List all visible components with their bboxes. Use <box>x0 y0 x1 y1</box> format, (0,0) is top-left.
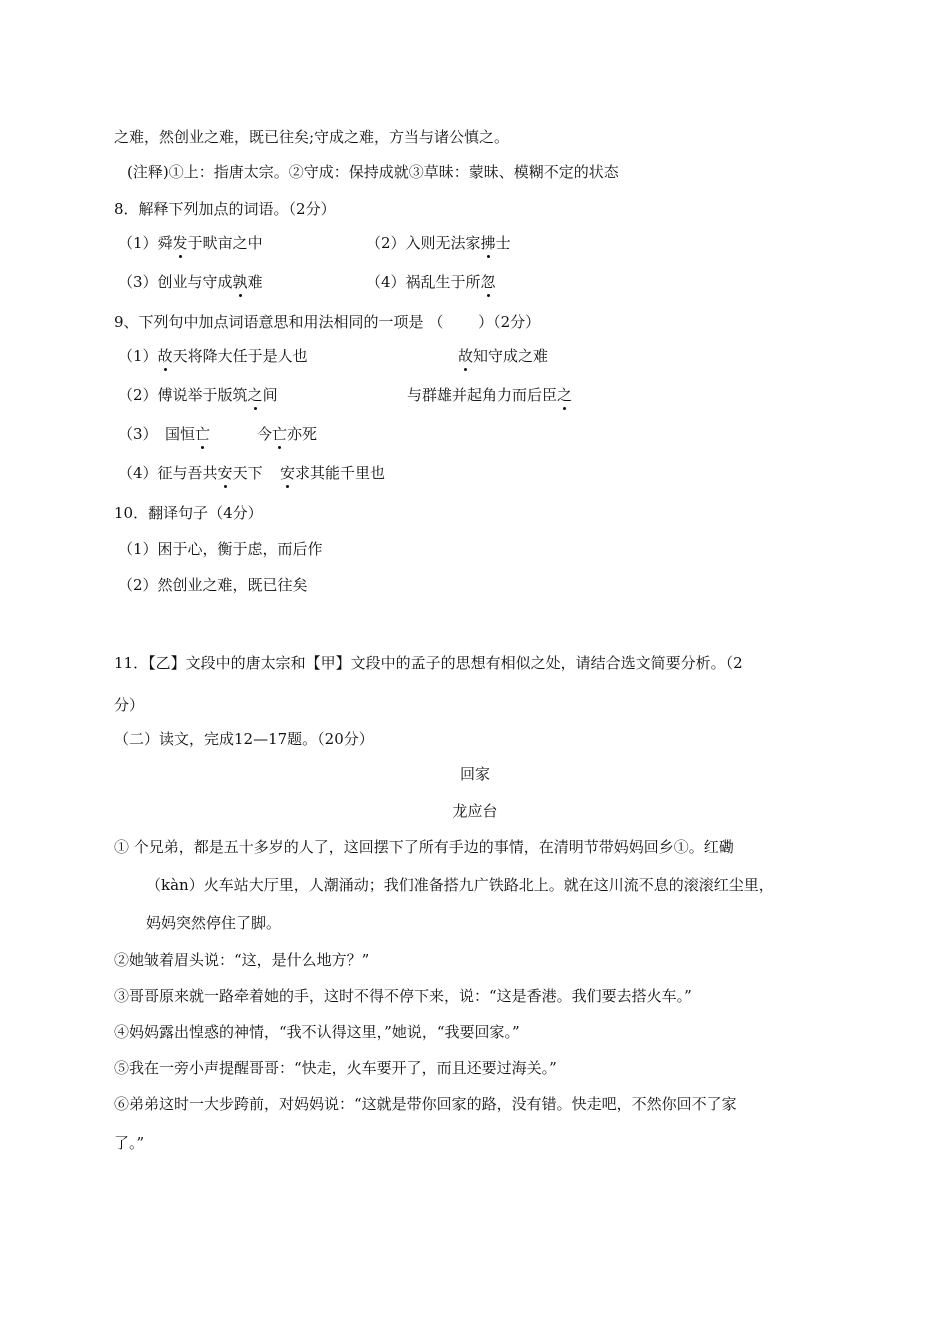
q9-item-2a: （2）傅说举于版筑之间 <box>118 386 278 404</box>
q10-item-1: （1）困于心，衡于虑，而后作 <box>118 540 323 558</box>
paragraph-5: ⑤我在一旁小声提醒哥哥：“快走，火车要开了，而且还要过海关。” <box>114 1059 557 1077</box>
q11-line-2: 分） <box>114 696 145 714</box>
emphasis-dot-char: 忽 <box>480 273 496 291</box>
paragraph-4: ④妈妈露出惶惑的神情，“我不认得这里，”她说，“我要回家。” <box>114 1023 520 1041</box>
emphasis-dot-char: 故 <box>458 347 474 365</box>
q11-line-1: 11．【乙】文段中的唐太宗和【甲】文段中的孟子的思想有相似之处，请结合选文简要分析。（2 <box>114 654 743 672</box>
passage-line: 之难，然创业之难，既已往矣;守成之难，方当与诸公慎之。 <box>114 128 510 146</box>
q9-item-3b: 今亡亦死 <box>257 425 318 443</box>
q9-item-3a: （3） 国恒亡 <box>118 425 211 443</box>
q9-item-1a: （1）故天将降大任于是人也 <box>118 347 308 365</box>
emphasis-dot-char: 亡 <box>195 425 211 443</box>
paragraph-1-line-3: 妈妈突然停住了脚。 <box>146 914 282 932</box>
q9-item-2b: 与群雄并起角力而后臣之 <box>407 386 573 404</box>
q10-item-2: （2）然创业之难，既已往矣 <box>118 576 308 594</box>
q10-title: 10．翻译句子（4分） <box>114 504 263 522</box>
paragraph-6-line-2: 了。” <box>114 1134 145 1152</box>
paragraph-3: ③哥哥原来就一路牵着她的手，这时不得不停下来，说：“这是香港。我们要去搭火车。” <box>114 987 692 1005</box>
paragraph-6-line-1: ⑥弟弟这时一大步跨前，对妈妈说：“这就是带你回家的路，没有错。快走吧，不然你回不了家 <box>114 1095 737 1113</box>
annotation-note: (注释)①上：指唐太宗。②守成：保持成就③草昧：蒙昧、模糊不定的状态 <box>127 163 619 181</box>
emphasis-dot-char: 孰 <box>232 273 248 291</box>
section-heading: （二）读文，完成12—17题。（20分） <box>114 730 374 748</box>
q9-title: 9、下列句中加点词语意思和用法相同的一项是 （ ）（2分） <box>114 313 541 331</box>
emphasis-dot-char: 安 <box>280 464 296 482</box>
emphasis-dot-char: 发 <box>172 234 188 252</box>
emphasis-dot-char: 拂 <box>480 234 496 252</box>
article-author: 龙应台 <box>452 802 498 820</box>
q8-item-3: （3）创业与守成孰难 <box>118 273 263 291</box>
q9-item-1b: 故知守成之难 <box>458 347 549 365</box>
q9-item-4a: （4）征与吾共安天下 <box>118 464 263 482</box>
q8-title: 8．解释下列加点的词语。（2分） <box>114 200 336 218</box>
emphasis-dot-char: 故 <box>157 347 173 365</box>
paragraph-1-line-1: ① 个兄弟，都是五十多岁的人了，这回摆下了所有手边的事情，在清明节带妈妈回乡①。红磡 <box>114 838 734 856</box>
emphasis-dot-char: 亡 <box>272 425 288 443</box>
emphasis-dot-char: 安 <box>217 464 233 482</box>
q8-item-1: （1）舜发于畎亩之中 <box>118 234 263 252</box>
q9-item-4b: 安求其能千里也 <box>280 464 386 482</box>
article-title: 回家 <box>459 765 490 783</box>
paragraph-2: ②她皱着眉头说：“这，是什么地方？” <box>114 951 370 969</box>
q8-item-2: （2）入则无法家拂士 <box>366 234 511 252</box>
emphasis-dot-char: 之 <box>557 386 573 404</box>
q8-item-4: （4）祸乱生于所忽 <box>366 273 496 291</box>
emphasis-dot-char: 之 <box>247 386 263 404</box>
paragraph-1-line-2: （kàn）火车站大厅里，人潮涌动；我们准备搭九广铁路北上。就在这川流不息的滚滚红尘里， <box>146 876 774 894</box>
